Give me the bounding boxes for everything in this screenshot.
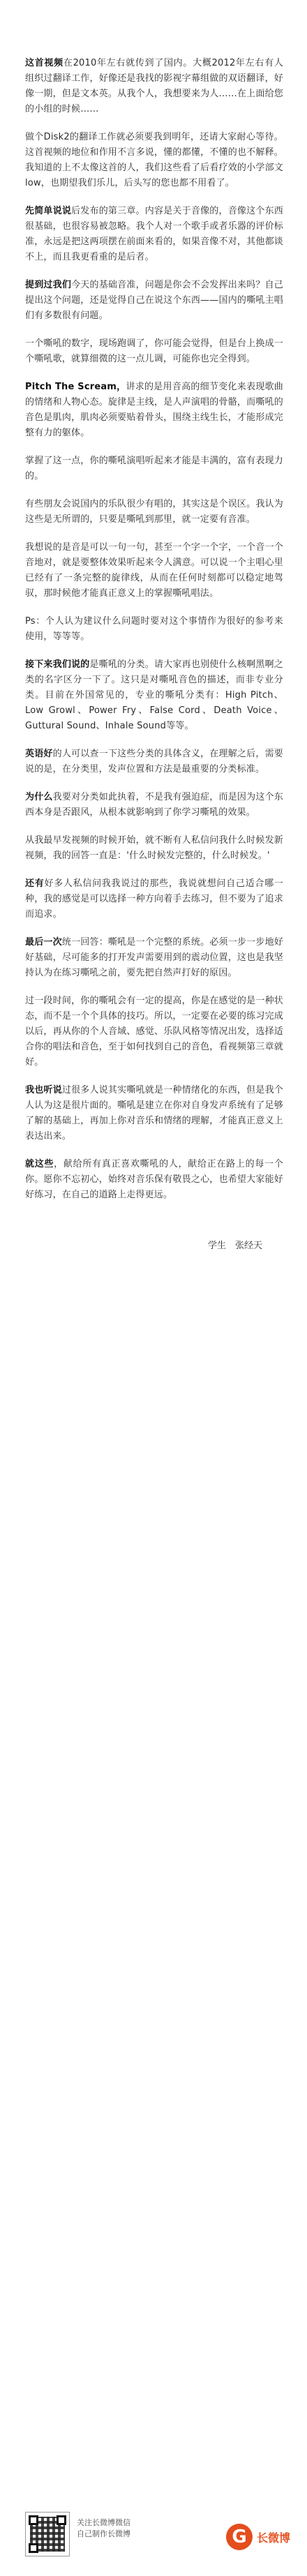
paragraph-text: 我想说的是音是可以一句一句，甚至一个字一个字，一个音一个音地对，就是要整体效果听起来令人满意。可以说一个主唱心里已经有了一条完整的旋律线，从而在任何时刻都可以稳定地驾驭，那时候他才能真正意义上的掌握嘶吼唱法。 <box>25 542 283 599</box>
paragraph-text: Ps：个人认为建议什么问题时要对这个事情作为很好的参考来使用，等等等。 <box>25 616 283 642</box>
paragraph-lead: 最后一次 <box>25 937 62 948</box>
paragraph <box>25 833 283 864</box>
paragraph <box>25 130 283 191</box>
paragraph-lead: 先简单说说 <box>25 206 72 216</box>
paragraph-lead: 这首视频 <box>25 58 63 68</box>
qr-corner-top-left <box>29 2515 38 2525</box>
paragraph-text: 我要对分类如此执着，不是我有强迫症，而是因为这个东西本身是否跟风，从根本就影响到了你学习嘶吼的效果。 <box>25 792 283 818</box>
paragraph-text: 过很多人说其实嘶吼就是一种情绪化的东西，但是我个人认为这是很片面的。嘶吼是建立在你对自身发声系统有了足够了解的基础上，再加上你对音乐和情绪的理解，才能真正意义上表达出来。 <box>25 1085 283 1141</box>
paragraph <box>25 1157 283 1203</box>
paragraph-text: 有些朋友会说国内的乐队很少有唱的，其实这是个误区。我认为这些是无所谓的，只要是嘶吼到那里，就一定要有音准。 <box>25 499 283 525</box>
qr-corner-top-right <box>57 2515 66 2525</box>
paragraph-lead: 我也听说 <box>25 1085 62 1095</box>
paragraph <box>25 994 283 1070</box>
qr-corner-bottom-left <box>29 2543 38 2553</box>
paragraph-text: ，献给所有真正喜欢嘶吼的人，献给正在路上的每一个你。愿你不忘初心，始终对音乐保有敬畏之心，也希望大家能好好练习，在自己的道路上走得更远。 <box>25 1159 283 1200</box>
paragraph <box>25 614 283 645</box>
paragraph-text: 好多人私信问我我说过的那些，我说就想问自己适合哪一种，我的感觉是可以选择一种方向着手去练习，但不要为了追求而追求。 <box>25 878 283 920</box>
paragraph-lead: 接下来我们说的 <box>25 659 90 670</box>
footer <box>0 2506 307 2576</box>
paragraph-text: 今天的基础音准，问题是你会不会发挥出来吗？自己提出这个问题，还是觉得自己在说这个东西——国内的嘶吼主唱们有多数很有问题。 <box>25 280 283 321</box>
paragraph-lead: 还有 <box>25 878 45 889</box>
paragraph <box>25 56 283 117</box>
paragraph <box>25 278 283 324</box>
follow-line-2: 自己制作长微博 <box>77 2529 130 2538</box>
paragraph <box>25 380 283 441</box>
article-body <box>25 56 283 1251</box>
paragraph-text: 做个Disk2的翻译工作就必须要我到明年，还请大家耐心等待。这首视频的地位和作用不言多说，懂的都懂，不懂的也不解释。我知道的上不太像这首的人，我们这些看了后看疗效的小学部文low，也期望我们乐儿，后头写的您也都不用看了。 <box>25 132 283 188</box>
paragraph <box>25 204 283 265</box>
paragraph-lead: 为什么 <box>25 792 53 802</box>
logo-icon: G <box>226 2524 253 2550</box>
paragraph-text: 统一回答：嘶吼是一个完整的系统。必须一步一步地好好基础，尽可能多的打开发声需要用到的震动位置，这也是我坚持认为在练习嘶吼之前，要先把自然声打好的原因。 <box>25 937 283 978</box>
paragraph <box>25 454 283 484</box>
paragraph-lead: Pitch The Scream， <box>25 382 126 392</box>
paragraph-text: 讲求的是用音高的细节变化来表现歌曲的情绪和人物心态。旋律是主线，是人声演唱的骨骼，而嘶吼的音色是肌肉，肌肉必须要贴着骨头，围绕主线生长，才能形成完整有力的躯体。 <box>25 382 283 438</box>
follow-line-1: 关注长微博微信 <box>77 2518 130 2527</box>
signature: 学生 张经天 <box>207 1241 262 1251</box>
logo-text: 长微博 <box>256 2531 290 2545</box>
paragraph <box>25 1083 283 1144</box>
paragraph <box>25 935 283 981</box>
paragraph-text: 的人可以查一下这些分类的具体含义，在理解之后，需要说的是，在分类里，发声位置和方法是最重要的分类标准。 <box>25 749 283 774</box>
paragraph <box>25 790 283 821</box>
paragraph-text: 是嘶吼的分类。请大家再也别使什么核啊黑啊之类的名字区分一下了。这只是对嘶吼音色的描述，而非专业分类。目前在外国常见的，专业的嘶吼分类有：High Pitch、Low Growl、Power Fry、False Cord、Death Voice、Guttural Sound、Inhale Sound等等。 <box>25 659 284 731</box>
follow-text <box>77 2517 130 2540</box>
paragraph <box>25 657 283 734</box>
paragraph <box>25 336 283 367</box>
paragraph-text: 一个嘶吼的数字，现场跑调了，你可能会觉得，但是台上换成一个嘶吼歌，就算细微的这一点儿调，可能你也完全得到。 <box>25 338 283 364</box>
paragraph-lead: 提到过我们 <box>25 280 72 290</box>
paragraph <box>25 540 283 601</box>
brand-logo[interactable] <box>226 2523 290 2551</box>
paragraph-lead: 英语好 <box>25 749 53 759</box>
paragraph <box>25 747 283 777</box>
qr-code[interactable] <box>25 2512 70 2556</box>
paragraph-text: 从我最早发视频的时候开始，就不断有人私信问我什么时候发新视频，我的回答一直是：'什么时候发完整的，什么时候发。' <box>25 835 283 861</box>
paragraph-lead: 就这些 <box>25 1159 54 1169</box>
paragraph-text: 过一段时间，你的嘶吼会有一定的提高，你是在感觉的是一种状态，而不是一个个具体的技巧。所以，一定要在必要的练习完成以后，再从你的个人音域、感觉、乐队风格等情况出发，选择适合你的唱法和音色，至于如何找到自己的音色，看视频第三章就好。 <box>25 996 283 1068</box>
paragraph-text: 在2010年左右就传到了国内。大概2012年左右有人组织过翻译工作，好像还是我找的影视字幕组做的双语翻译，好像一期，但是文本英。从我个人，我想要来为人……在上面给您的小组的时候…… <box>25 58 283 114</box>
paragraph <box>25 497 283 527</box>
paragraph-text: 后发布的第三章。内容是关于音像的，音像这个东西很基础，也很容易被忽略。我个人对一个歌手或者乐器的评价标准，永远是把这两项摆在前面来看的，如果音像不对，其他都谈不上，而且我更看重的是后者。 <box>25 206 283 262</box>
paragraph-text: 掌握了这一点，你的嘶吼演唱听起来才能是丰满的，富有表现力的。 <box>25 456 283 481</box>
paragraph <box>25 876 283 922</box>
